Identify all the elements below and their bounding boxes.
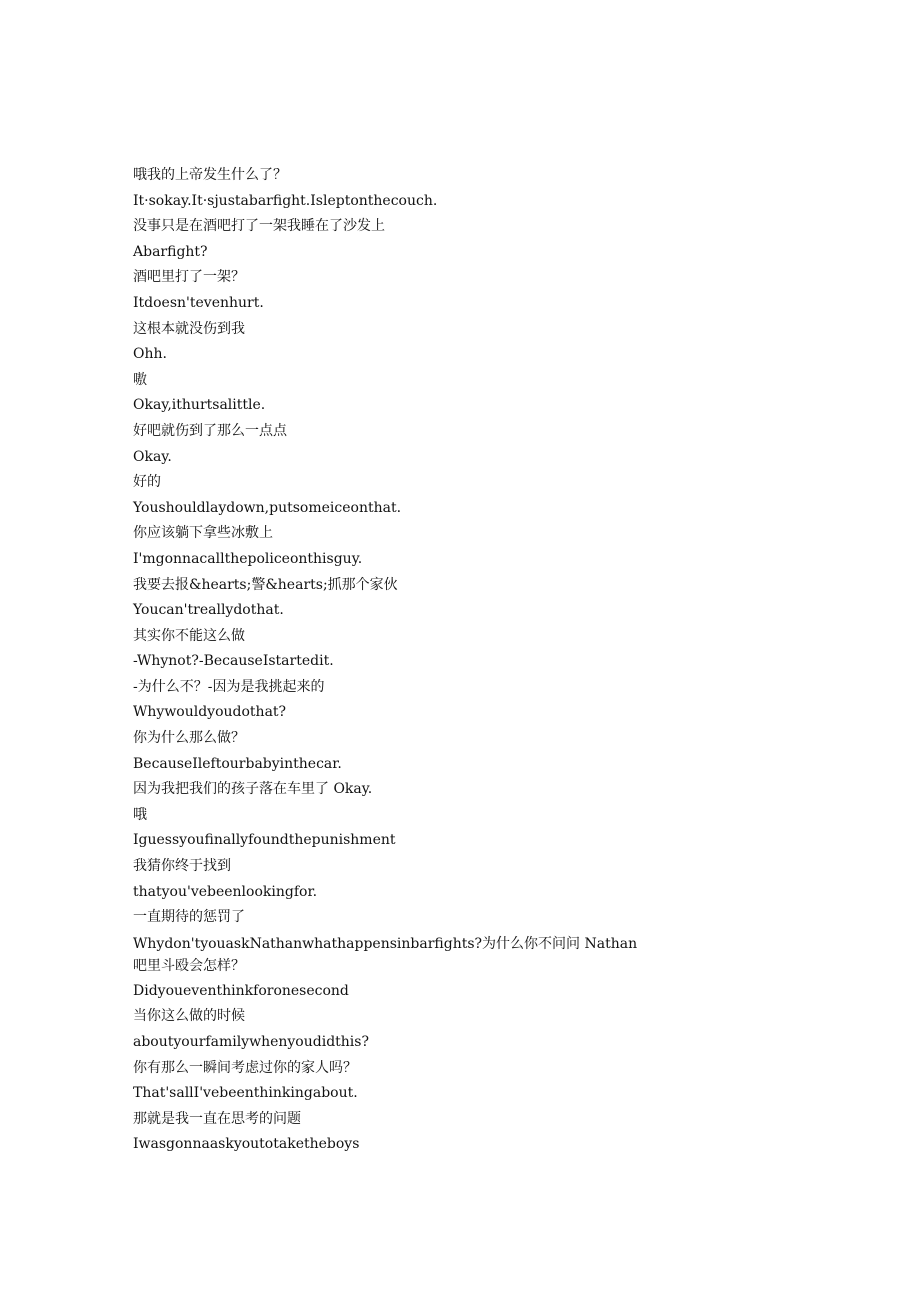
text-line: 一直期待的惩罚了 <box>133 909 245 926</box>
text-line: 好吧就伤到了那么一点点 <box>133 422 287 439</box>
text-line: 哦我的上帝发生什么了？ <box>133 167 287 183</box>
text-line: 我猜你终于找到 <box>133 858 231 875</box>
text-line: Whywouldyoudothat? <box>133 704 287 721</box>
text-line: It·sokay.It·sjustabarfight.Isleptonthecouch. <box>133 192 438 209</box>
transcript-lines <box>133 163 653 1158</box>
text-line: Youshouldlaydown,putsomeiceonthat. <box>133 499 402 516</box>
text-line: Okay,ithurtsalittle. <box>133 397 266 414</box>
text-line: 你应该躺下拿些冰敷上 <box>133 525 273 542</box>
text-line: Itdoesn'tevenhurt. <box>133 294 264 311</box>
text-line: thatyou'vebeenlookingfor. <box>133 883 318 900</box>
text-line: 因为我把我们的孩子落在车里了 Okay. <box>133 781 373 798</box>
text-line: I'mgonnacallthepoliceonthisguy. <box>133 550 363 567</box>
text-line: BecauseIleftourbabyinthecar. <box>133 755 342 772</box>
text-line: 酒吧里打了一架？ <box>133 269 245 286</box>
text-line: Iguessyoufinallyfoundthepunishment <box>133 832 396 849</box>
text-line: Okay. <box>133 448 172 465</box>
text-line: 你有那么一瞬间考虑过你的家人吗？ <box>133 1059 357 1076</box>
text-line: Didyoueventhinkforonesecond <box>133 982 349 999</box>
text-line: 哦 <box>133 806 147 823</box>
text-line: 没事只是在酒吧打了一架我睡在了沙发上 <box>133 218 385 235</box>
text-line: Youcan'treallydothat. <box>133 602 284 619</box>
text-line: 当你这么做的时候 <box>133 1008 245 1025</box>
text-line: -为什么不？-因为是我挑起来的 <box>133 678 325 695</box>
text-line: 其实你不能这么做 <box>133 627 245 644</box>
text-line: Ohh. <box>133 346 167 363</box>
text-line: aboutyourfamilywhenyoudidthis? <box>133 1034 369 1050</box>
text-line: That'sallI'vebeenthinkingabout. <box>133 1085 358 1102</box>
text-line: 那就是我一直在思考的问题 <box>133 1110 301 1127</box>
text-line: Whydon'tyouaskNathanwhathappensinbarfights?为什么你不问问 Nathan 吧里斗殴会怎样？ <box>133 935 638 974</box>
text-line: 你为什么那么做？ <box>133 730 245 747</box>
text-line: -Whynot?-BecauseIstartedit. <box>133 653 334 670</box>
text-line: 嗷 <box>133 371 147 388</box>
text-line: Iwasgonnaaskyoutotaketheboys <box>133 1136 360 1153</box>
text-line: Abarfight? <box>133 243 208 260</box>
text-line: 我要去报&hearts;警&hearts;抓那个家伙 <box>133 576 398 593</box>
text-line: 好的 <box>133 474 161 491</box>
text-line: 这根本就没伤到我 <box>133 320 245 337</box>
